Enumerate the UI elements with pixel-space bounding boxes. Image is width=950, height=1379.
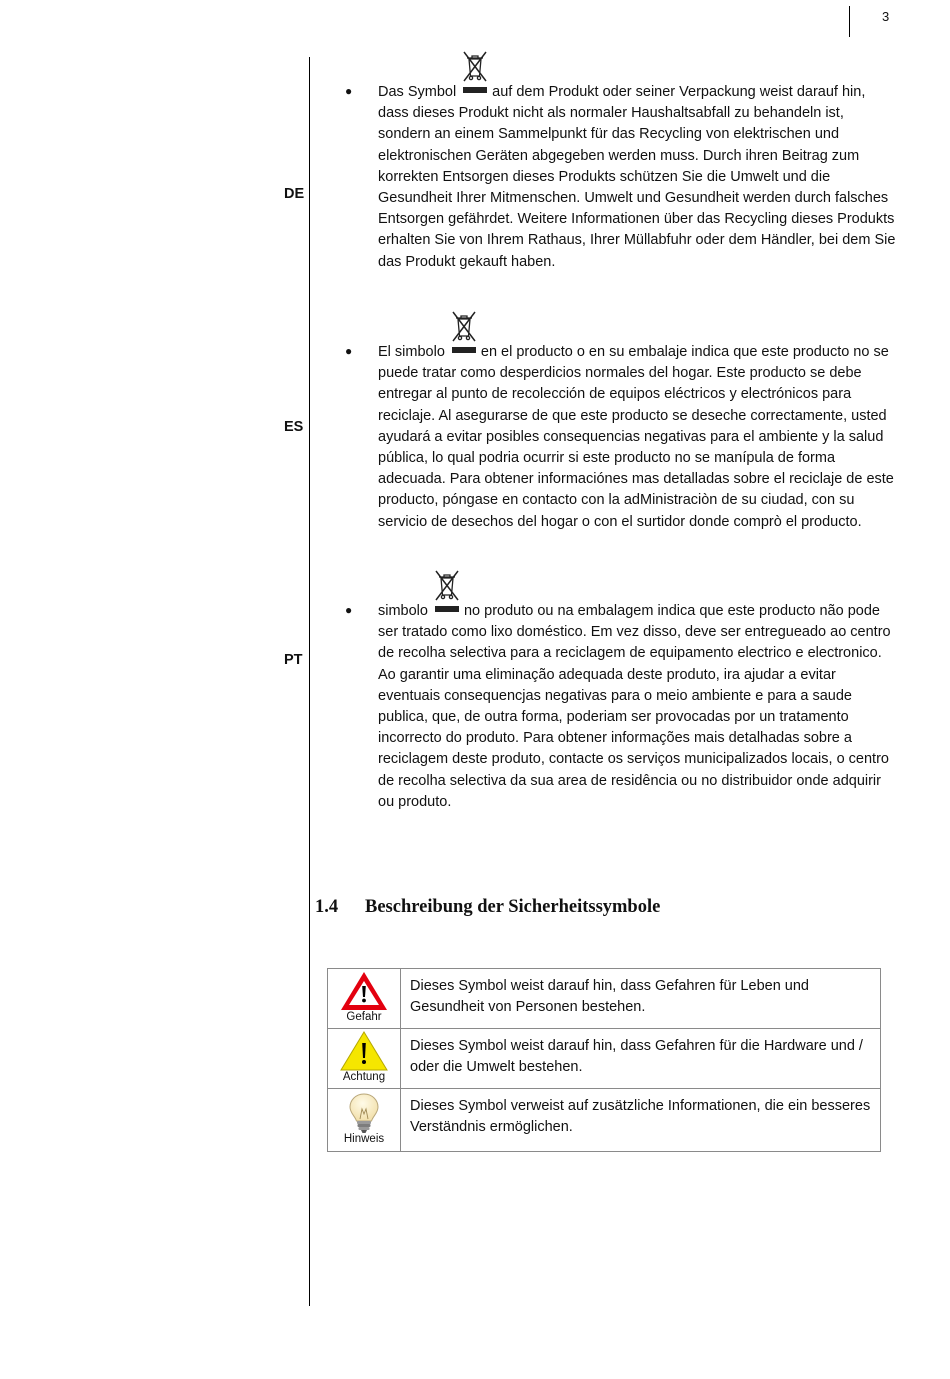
disposal-text-de: Das Symbol auf dem Produkt oder seiner Verpackung weist darauf hin, dass dieses Produkt nicht als normaler Haushaltsabfall zu behandeln ist, sondern an einem Sammelpunkt für das Recycling von elektrischen und elektronischen Geräten abgegeben werden muss. Durch ihren Beitrag zum korrekten Entsorgen dieses Produkts schützen Sie die Umwelt und die Gesundheit Ihrer Mitmenschen. Umwelt und Gesundheit werden durch falsches Entsorgen gefährdet. Weitere Informationen über das Recycling dieses Produkts erhalten Sie von Ihrem Rathaus, Ihrer Müllabfuhr oder dem Händler, bei dem Sie das Produkt gekauft haben. xyxy=(378,82,900,273)
weee-bin-icon xyxy=(448,343,478,363)
safety-symbols-table xyxy=(327,968,881,1152)
language-label-pt: PT xyxy=(284,652,303,668)
symbol-caption: Gefahr xyxy=(346,1011,382,1023)
symbol-cell xyxy=(328,1029,401,1089)
language-label-es: ES xyxy=(284,419,304,435)
warning-triangle-icon xyxy=(338,1029,390,1073)
disposal-text-pt: simbolo no produto ou na embalagem indica que este producto não pode ser tratado como lixo doméstico. Em vez disso, deve ser entregueado ao centro de recolha selectiva para a reciclagem de equipamento electrico e electronico. Ao garantir uma eliminação adequada deste produto, ira ajudar a evitar eventuais consequencjas negativas para o meio ambiente e para a saude publica, que, de outra forma, poderiam ser provocadas por un tratamento incorrecto do produto. Para obtener informações mais detalhadas sobre a reciclagem deste produto, contacte os serviços municipalizados locais, o centro de recolha selectiva da sua area de residência ou no distribuidor onde adquirir ou produto. xyxy=(378,601,900,813)
table-row xyxy=(328,1089,881,1152)
header-rule xyxy=(849,6,850,37)
section-number: 1.4 xyxy=(315,897,339,917)
bullet-icon: ● xyxy=(345,603,353,617)
table-row xyxy=(328,969,881,1029)
danger-triangle-icon xyxy=(338,969,390,1013)
section-heading xyxy=(315,897,660,918)
bullet-icon: ● xyxy=(345,344,353,358)
table-row xyxy=(328,1029,881,1089)
disposal-text-es: El simbolo en el producto o en su embalaje indica que este producto no se puede tratar como desperdicios normales del hogar. Este producto se debe entregar al punto de recolección de equipos eléctricos y electrónicos para reciclaje. Al asegurarse de que este producto se deseche correctamente, usted ayudará a evitar posibles consequencias negativas para el ambiente y la salud pública, lo qual podria ocurrir si este producto no se manípula de forma adecuada. Para obtener informaciónes mas detalladas sobre el reciclaje de este producto, póngase en contacto con la adMinistraciòn de su ciudad, con su servicio de desechos del hogar o con el surtidor donde comprò el producto. xyxy=(378,342,900,533)
symbol-caption: Achtung xyxy=(342,1071,386,1083)
section-title: Beschreibung der Sicherheitssymbole xyxy=(365,897,661,917)
language-label-de: DE xyxy=(284,186,305,202)
weee-bin-icon xyxy=(459,83,489,103)
margin-rule xyxy=(309,57,310,1306)
symbol-cell xyxy=(328,969,401,1029)
symbol-description: Dieses Symbol weist darauf hin, dass Gefahren für die Hardware und / oder die Umwelt bestehen. xyxy=(401,1029,881,1089)
symbol-description: Dieses Symbol weist darauf hin, dass Gefahren für Leben und Gesundheit von Personen bestehen. xyxy=(401,969,881,1029)
symbol-cell xyxy=(328,1089,401,1152)
bullet-icon: ● xyxy=(345,84,353,98)
symbol-description: Dieses Symbol verweist auf zusätzliche Informationen, die ein besseres Verständnis ermöglichen. xyxy=(401,1089,881,1152)
lightbulb-icon xyxy=(338,1089,390,1135)
symbol-caption: Hinweis xyxy=(343,1133,385,1145)
weee-bin-icon xyxy=(431,602,461,622)
page-number: 3 xyxy=(882,9,890,24)
